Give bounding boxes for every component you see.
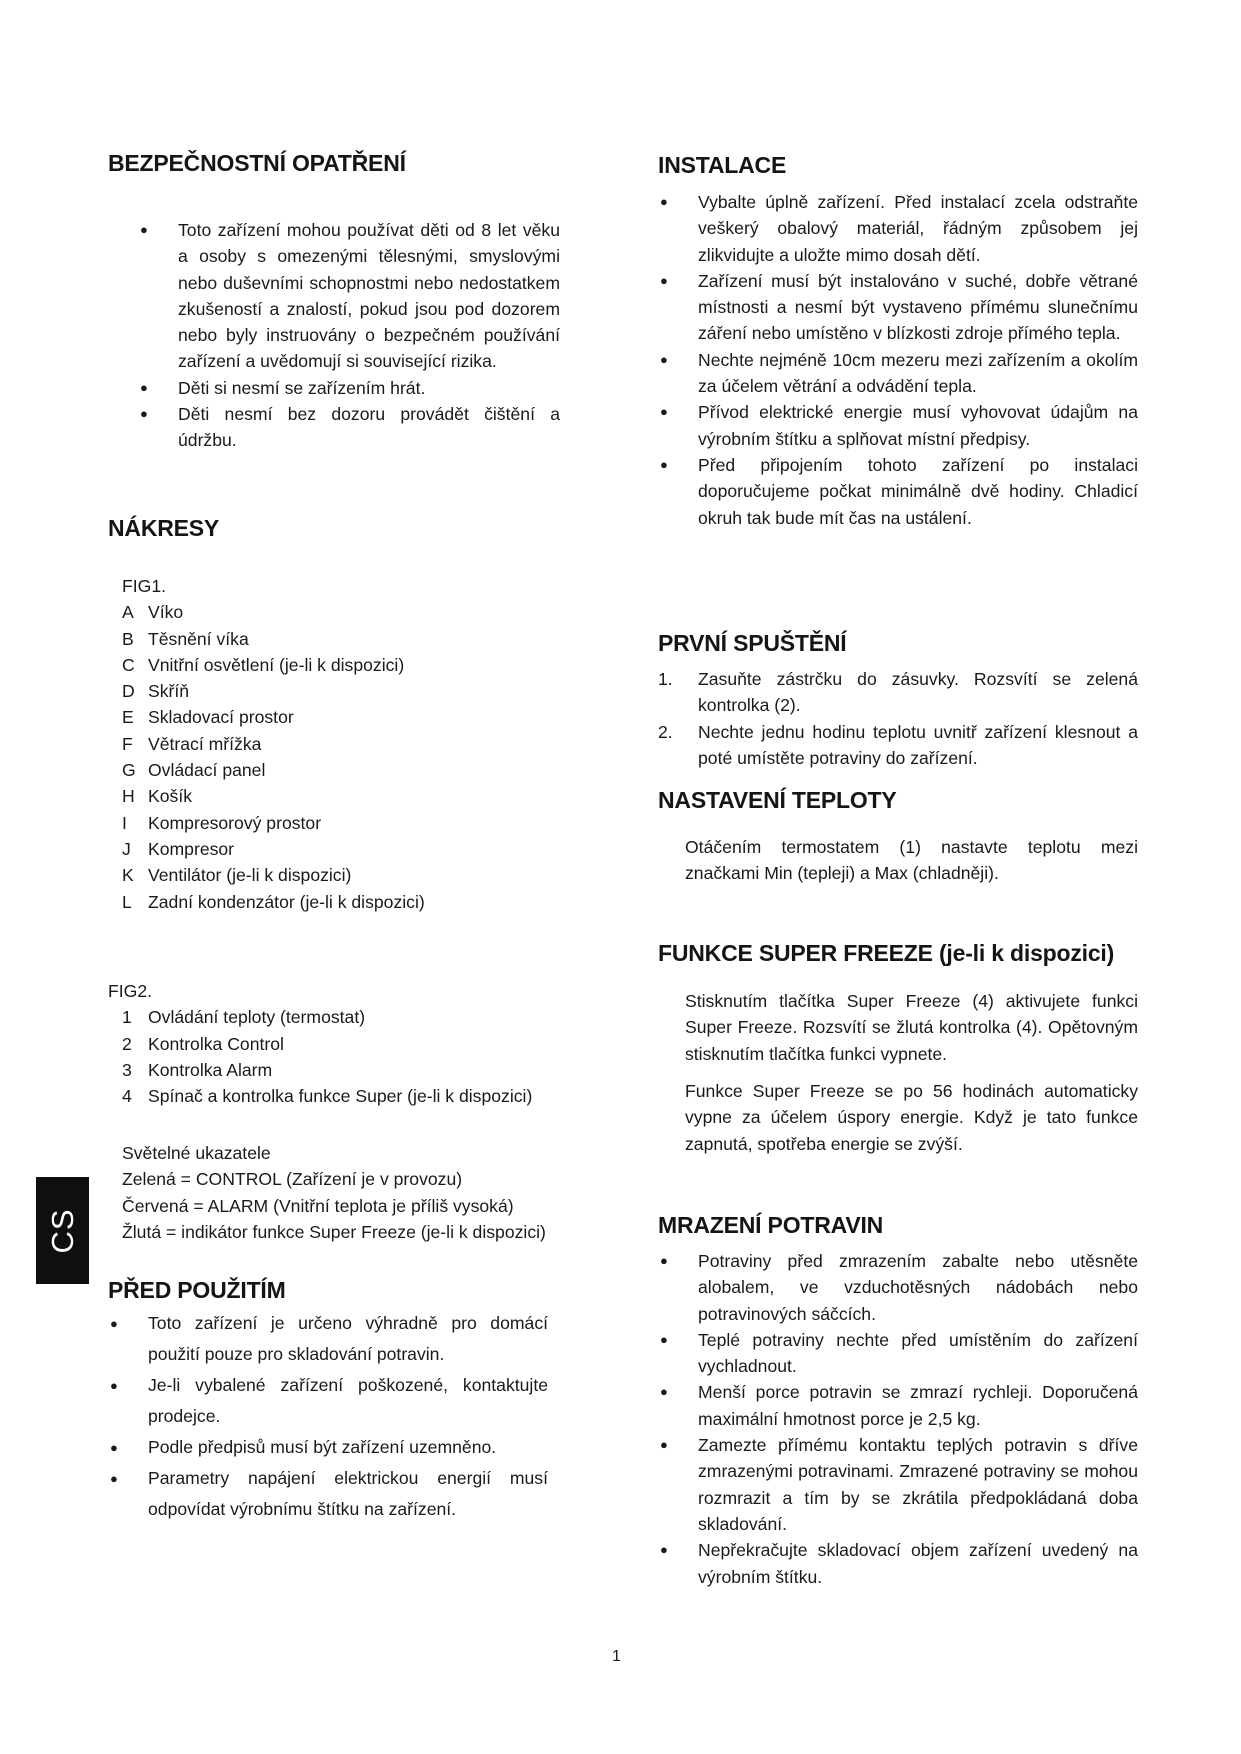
list-item: ● Menší porce potravin se zmrazí rychleji. Doporučená maximální hmotnost porce je 2,5 kg.	[658, 1379, 1138, 1432]
drawings-heading: NÁKRESY	[108, 515, 220, 541]
indicator-line: Červená = ALARM (Vnitřní teplota je příliš vysoká)	[122, 1195, 514, 1216]
temperature-text: Otáčením termostatem (1) nastavte teplotu mezi značkami Min (tepleji) a Max (chladněji).	[685, 837, 1138, 884]
fig1-item: Větrací mřížka	[148, 733, 262, 754]
list-item: ● Zamezte přímému kontaktu teplých potravin s dříve zmrazenými potravinami. Zmrazené potraviny se mohou rozmrazit a tím by se zkrátila předpokládaná doba skladování.	[658, 1432, 1138, 1537]
fig1-item: Skladovací prostor	[148, 707, 294, 728]
before-use-list	[108, 1308, 548, 1525]
temperature-heading: NASTAVENÍ TEPLOTY	[658, 787, 897, 813]
fig2-item: Kontrolka Alarm	[148, 1059, 273, 1080]
first-start-list	[658, 666, 1138, 771]
fig1-item: Košík	[148, 786, 193, 807]
list-item: ● Toto zařízení mohou používat děti od 8 let věku a osoby s omezenými tělesnými, smyslovými nebo duševními schopnostmi nebo nedostatkem zkušeností a znalostí, pokud jsou pod dozorem nebo byly instruovány o bezpečném používání zařízení a uvědomují si související rizika.	[138, 217, 560, 375]
fig2-label: FIG2.	[108, 981, 152, 1001]
before-use-heading: PŘED POUŽITÍM	[108, 1277, 286, 1303]
fig1-item: Skříň	[148, 681, 190, 702]
fig2-item: Ovládání teploty (termostat)	[148, 1007, 366, 1028]
first-start-heading: PRVNÍ SPUŠTĚNÍ	[658, 630, 847, 656]
list-item: ● Potraviny před zmrazením zabalte nebo utěsněte alobalem, ve vzduchotěsných nádobách nebo potravinových sáčcích.	[658, 1248, 1138, 1327]
freezing-list	[658, 1248, 1138, 1590]
list-item: ● Teplé potraviny nechte před umístěním do zařízení vychladnout.	[658, 1327, 1138, 1380]
indicators-block	[122, 1140, 612, 1245]
page-number: 1	[612, 1648, 621, 1665]
language-tab-label: CS	[44, 1207, 80, 1254]
list-item: ● Děti nesmí bez dozoru provádět čištění a údržbu.	[138, 401, 560, 454]
fig1-item: Víko	[148, 602, 184, 623]
list-item: ● Nepřekračujte skladovací objem zařízení uvedený na výrobním štítku.	[658, 1537, 1138, 1590]
list-item: ● Je-li vybalené zařízení poškozené, kontaktujte prodejce.	[108, 1370, 548, 1432]
installation-list	[658, 189, 1138, 531]
indicator-line: Zelená = CONTROL (Zařízení je v provozu)	[122, 1169, 463, 1190]
list-item: ● Zařízení musí být instalováno v suché, dobře větrané místnosti a nesmí být vystaveno přímému slunečnímu záření nebo umístěno v blízkosti zdroje přímého tepla.	[658, 268, 1138, 347]
list-item: 2. Nechte jednu hodinu teplotu uvnitř zařízení klesnout a poté umístěte potraviny do zařízení.	[658, 721, 1138, 768]
fig1-item: Kompresor	[148, 838, 235, 859]
installation-heading: INSTALACE	[658, 152, 787, 178]
list-item: ● Vybalte úplně zařízení. Před instalací zcela odstraňte veškerý obalový materiál, řádným způsobem jej zlikvidujte a uložte mimo dosah dětí.	[658, 189, 1138, 268]
freezing-heading: MRAZENÍ POTRAVIN	[658, 1212, 884, 1238]
indicators-title: Světelné ukazatele	[122, 1143, 271, 1163]
fig2-item: Kontrolka Control	[148, 1033, 284, 1054]
fig1-item: Těsnění víka	[148, 628, 249, 649]
fig2-item: Spínač a kontrolka funkce Super (je-li k dispozici)	[148, 1086, 533, 1107]
fig1-label: FIG1.	[122, 576, 166, 596]
fig1-item: Vnitřní osvětlení (je-li k dispozici)	[148, 654, 405, 675]
super-freeze-p1: Stisknutím tlačítka Super Freeze (4) aktivujete funkci Super Freeze. Rozsvítí se žlutá kontrolka (4). Opětovným stisknutím tlačítka funkci vypnete.	[685, 991, 1138, 1064]
fig1-list: FIG1. A Víko B Těsnění víka C Vnitřní osvětlení (je-li k dispozici) D Skříň E Skladovací prostor F Větrací mřížka G Ovládací panel H Košík I Kompresorový prostor J Kompresor K Ventilátor (je-li k dispozici) L Zadní kondenzátor (je-li k dispozici)	[122, 573, 602, 915]
super-freeze-p2: Funkce Super Freeze se po 56 hodinách automaticky vypne za účelem úspory energie. Když je tato funkce zapnutá, spotřeba energie se zvýší.	[685, 1081, 1138, 1154]
list-item: ● Parametry napájení elektrickou energií musí odpovídat výrobnímu štítku na zařízení.	[108, 1463, 548, 1525]
list-item: ● Děti si nesmí se zařízením hrát.	[138, 375, 560, 401]
fig1-item: Ovládací panel	[148, 760, 266, 781]
list-item: ● Nechte nejméně 10cm mezeru mezi zařízením a okolím za účelem větrání a odvádění tepla.	[658, 347, 1138, 400]
fig1-item: Zadní kondenzátor (je-li k dispozici)	[148, 891, 425, 912]
indicator-line: Žlutá = indikátor funkce Super Freeze (je-li k dispozici)	[122, 1221, 546, 1242]
language-tab	[36, 1177, 89, 1284]
list-item: ● Přívod elektrické energie musí vyhovovat údajům na výrobním štítku a splňovat místní předpisy.	[658, 399, 1138, 452]
fig1-item: Ventilátor (je-li k dispozici)	[148, 865, 352, 886]
list-item: ● Toto zařízení je určeno výhradně pro domácí použití pouze pro skladování potravin.	[108, 1308, 548, 1370]
safety-heading: BEZPEČNOSTNÍ OPATŘENÍ	[108, 150, 406, 176]
list-item: ● Před připojením tohoto zařízení po instalaci doporučujeme počkat minimálně dvě hodiny. Chladicí okruh tak bude mít čas na ustálení.	[658, 452, 1138, 531]
fig2-list: FIG2. 1 Ovládání teploty (termostat) 2 Kontrolka Control 3 Kontrolka Alarm 4 Spínač a kontrolka funkce Super (je-li k dispozici)	[108, 978, 608, 1109]
list-item: 1. Zasuňte zástrčku do zásuvky. Rozsvítí se zelená kontrolka (2).	[658, 669, 1138, 716]
safety-list	[138, 217, 560, 454]
super-freeze-heading: FUNKCE SUPER FREEZE (je-li k dispozici)	[658, 940, 1115, 966]
fig1-item: Kompresorový prostor	[148, 812, 322, 833]
list-item: ● Podle předpisů musí být zařízení uzemněno.	[108, 1432, 548, 1463]
